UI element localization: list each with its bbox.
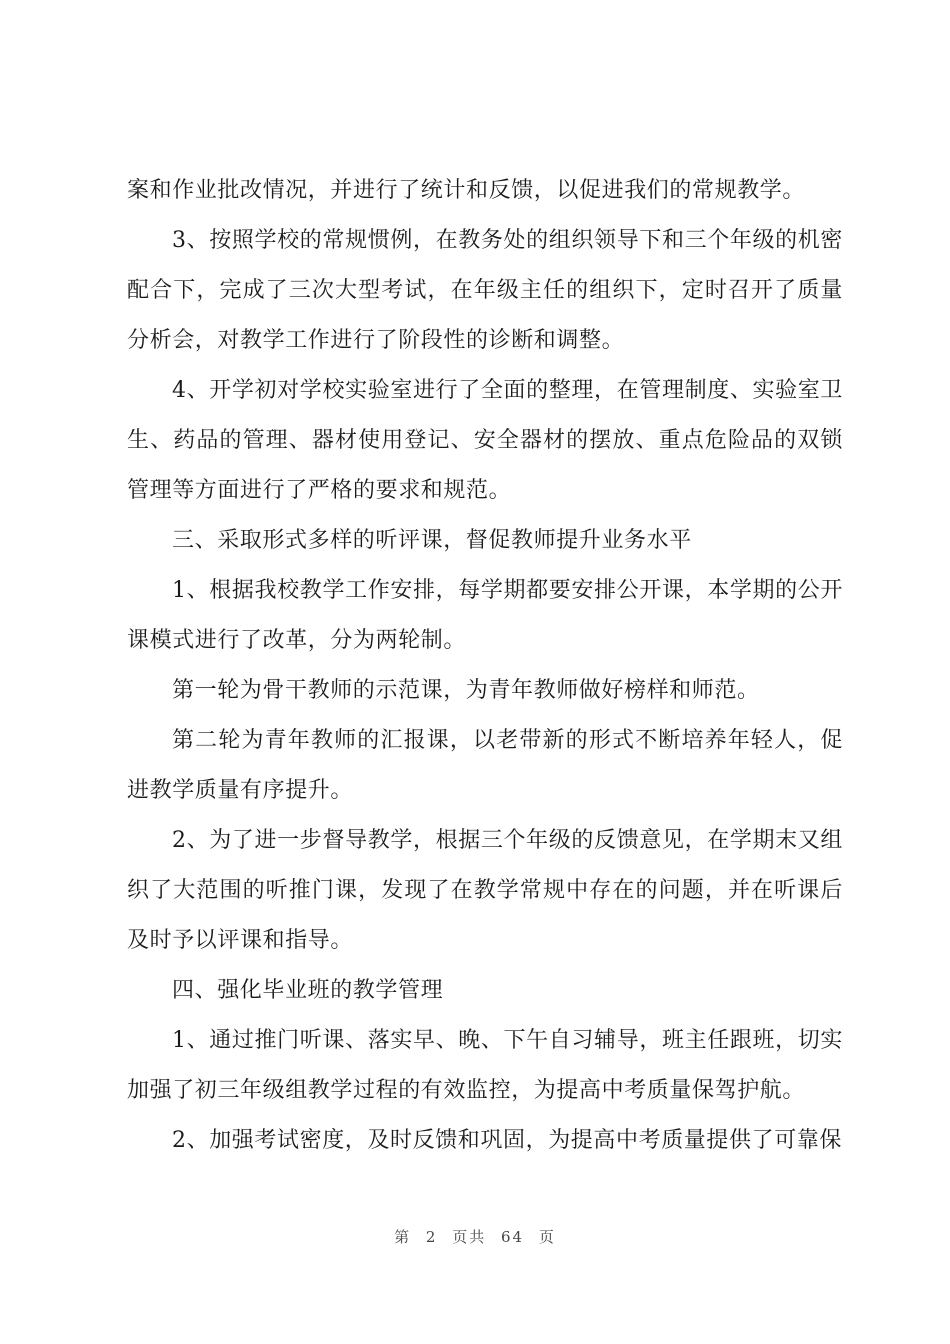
footer-prefix: 第 [394, 1228, 412, 1246]
document-body [127, 166, 843, 1166]
page-footer [0, 1226, 950, 1247]
paragraph-5: 第一轮为骨干教师的示范课，为青年教师做好榜样和师范。 [172, 678, 760, 703]
paragraph-0: 案和作业批改情况，并进行了统计和反馈，以促进我们的常规教学。 [127, 178, 806, 203]
section-heading-4: 四、强化毕业班的教学管理 [172, 978, 444, 1003]
paragraph-1: 3、按照学校的常规惯例，在教务处的组织领导下和三个年级的机密配合下，完成了三次大型考试，在年级主任的组织下，定时召开了质量分析会，对教学工作进行了阶段性的诊断和调整。 [127, 228, 843, 353]
paragraph-9: 1、通过推门听课、落实早、晚、下午自习辅导，班主任跟班，切实加强了初三年级组教学过程的有效监控，为提高中考质量保驾护航。 [127, 1028, 843, 1103]
section-heading-3: 三、采取形式多样的听评课，督促教师提升业务水平 [172, 528, 692, 553]
paragraph-7: 2、为了进一步督导教学，根据三个年级的反馈意见，在学期末又组织了大范围的听推门课，发现了在教学常规中存在的问题，并在听课后及时予以评课和指导。 [127, 828, 843, 953]
paragraph-2: 4、开学初对学校实验室进行了全面的整理，在管理制度、实验室卫生、药品的管理、器材使用登记、安全器材的摆放、重点危险品的双锁管理等方面进行了严格的要求和规范。 [127, 378, 843, 503]
footer-total-pages: 64 [501, 1228, 525, 1246]
footer-middle: 页共 [452, 1228, 487, 1246]
footer-current-page: 2 [425, 1228, 438, 1246]
paragraph-10: 2、加强考试密度，及时反馈和巩固，为提高中考质量提供了可靠保 [172, 1128, 842, 1153]
paragraph-4: 1、根据我校教学工作安排，每学期都要安排公开课，本学期的公开课模式进行了改革，分为两轮制。 [127, 578, 843, 653]
footer-suffix: 页 [538, 1228, 556, 1246]
paragraph-6: 第二轮为青年教师的汇报课，以老带新的形式不断培养年轻人，促进教学质量有序提升。 [127, 728, 843, 803]
